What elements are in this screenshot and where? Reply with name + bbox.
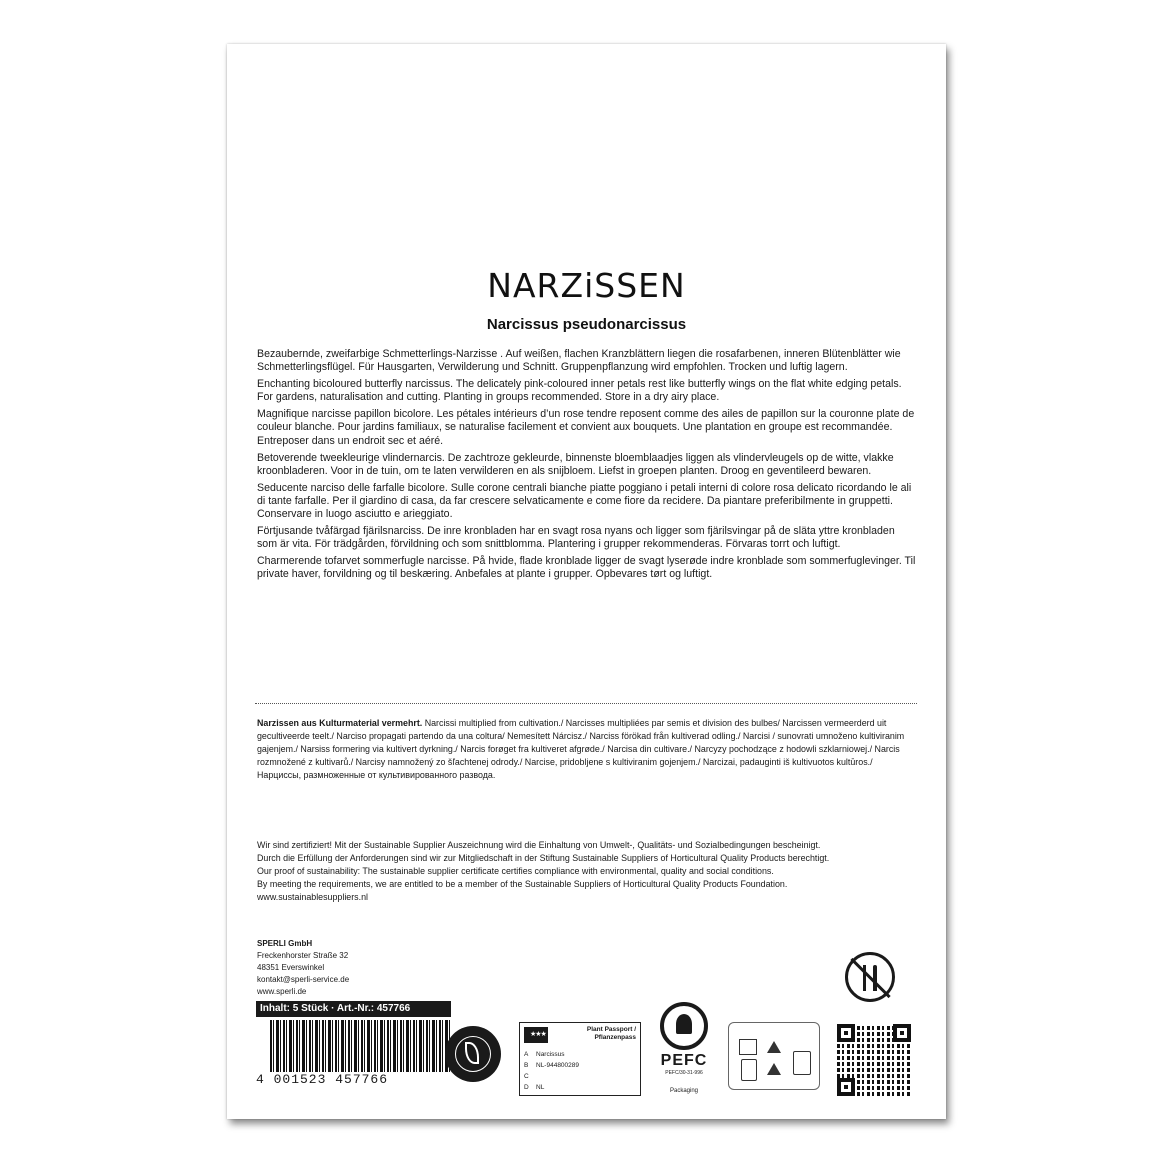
barcode-bars [270, 1020, 450, 1072]
certification-line: Our proof of sustainability: The sustainable supplier certificate certifies compliance with environmental, quality and social conditions. [257, 866, 774, 876]
company-web: www.sperli.de [257, 987, 307, 996]
sustainable-supplier-seal-icon [445, 1026, 501, 1082]
certification-line: Durch die Erfüllung der Anforderungen sind wir zur Mitgliedschaft in der Stiftung Sustainable Suppliers of Horticultural Quality Products berechtigt. [257, 853, 830, 863]
barcode [256, 1020, 452, 1087]
description-block [257, 348, 917, 586]
passport-heading: Plant Passport / Pflanzenpass [586, 1026, 636, 1041]
origin-note-bold: Narzissen aus Kulturmaterial vermehrt. [257, 718, 423, 728]
product-title: NARZiSSEN [487, 266, 686, 305]
company-name: SPERLI GmbH [257, 939, 313, 948]
company-street: Freckenhorster Straße 32 [257, 951, 349, 960]
eu-flag-icon: ★★★ [524, 1027, 548, 1043]
certification-line: Wir sind zertifiziert! Mit der Sustainable Supplier Auszeichnung wird die Einhaltung von Umwelt-, Qualitäts- und Sozialbedingungen bescheinigt. [257, 840, 821, 850]
certification-url: www.sustainablesuppliers.nl [257, 892, 368, 902]
certification-line: By meeting the requirements, we are entitled to be a member of the Sustainable Suppliers of Horticultural Quality Products Foundation. [257, 879, 788, 889]
certification-block [257, 839, 917, 904]
origin-note-text: Narcissi multiplied from cultivation./ Narcisses multipliées par semis et division des bulbes/ Narcissen vermeerderd uit gecultiveerde teelt./ Narciso propagati partendo da una coltura/ Nemesített Nárcisz./ Narciss förökad från kultiverad odling./ Narcisi / sunovrati umnoženo kultiviranim gajenjem./ Narsiss formering via kultivert dyrkning./ Narcis forøget fra kultiveret afgrøde./ Narcisa din cultivare./ Narcyzy pochodzące z hodowli szklarniowej./ Narcis rozmnožené z kultivarů./ Narcisy namnožený zo šľachtenej odrody./ Narcise, pridobljene s kultiviranim gojenjem./ Narcizai, padauginti iš kultivuotos kultūros./ Нарциссы, размноженные от культивированного развода. [257, 718, 905, 781]
passport-row: C [524, 1073, 529, 1080]
pefc-label: PEFC [660, 1052, 708, 1069]
content-article-label: Inhalt: 5 Stück · Art.-Nr.: 457766 [256, 1001, 451, 1017]
description-it: Seducente narciso delle farfalle bicolore. Sulle corone centrali bianche piatte poggiano i petali interni di colore rosa delicato ricordando le ali di tante farfalle. Per il giardino di casa, da far crescere selvaticamente e come fiore da recidere. Da piantare preferibilmente in gruppetti. Conservare in luogo asciutto e arieggiato. [257, 481, 912, 521]
company-city: 48351 Everswinkel [257, 963, 325, 972]
description-de: Bezaubernde, zweifarbige Schmetterlings-Narzisse . Auf weißen, flachen Kranzblättern liegen die rosafarbenen, inneren Blütenblätter wie Schmetterlingsflügel. Für Hausgarten, Verwilderung und Schnitt. Gruppenpflanzung wird empfohlen. Trocken und luftig lagern. [257, 348, 901, 374]
passport-row: B NL-944800289 [524, 1062, 580, 1069]
pefc-logo [649, 1002, 719, 1092]
company-address [257, 938, 349, 998]
seed-packet-back [227, 44, 946, 1119]
passport-row: D NL [524, 1084, 545, 1091]
passport-row: A Narcissus [524, 1051, 565, 1058]
not-for-consumption-icon [845, 952, 895, 1002]
description-sv: Förtjusande tvåfärgad fjärilsnarciss. De inre kronbladen har en svagt rosa nyans och ligger som fjärilsvingar på de släta yttre kronbladen som är vita. För trädgården, förvildning och som snittblomma. Plantering i grupper rekommenderas. Förvaras torrt och luftigt. [257, 525, 895, 551]
pefc-code: PEFC/30-31-996 [665, 1070, 703, 1076]
qr-code-icon [837, 1024, 911, 1096]
plant-passport [519, 1022, 641, 1096]
description-da: Charmerende tofarvet sommerfugle narcisse. På hvide, flade kronblade ligger de svagt lyserøde indre kronblade som sommerfuglevinger. Til private haver, forvildning og til beskæring. Anbefales at plante i grupper. Opbevares tørt og luftigt. [257, 555, 916, 581]
botanical-name: Narcissus pseudonarcissus [486, 316, 687, 333]
recycling-info-icon [728, 1022, 820, 1090]
company-email: kontakt@sperli-service.de [257, 975, 350, 984]
description-nl: Betoverende tweekleurige vlindernarcis. De zachtroze gekleurde, binnenste bloemblaadjes liggen als vlindervleugels op de witte, vlakke kroonbladeren. Voor in de tuin, om te laten verwilderen en als snijbloem. Liefst in groepen planten. Droog en geventileerd bewaren. [257, 451, 894, 477]
description-en: Enchanting bicoloured butterfly narcissus. The delicately pink-coloured inner petals rest like butterfly wings on the flat white edging petals. For gardens, naturalisation and cutting. Planting in groups recommended. Store in a dry airy place. [257, 378, 902, 404]
passport-rows [524, 1049, 579, 1093]
dotted-divider [255, 703, 917, 704]
description-fr: Magnifique narcisse papillon bicolore. Les pétales intérieurs d’un rose tendre reposent comme des ailes de papillon sur la couronne plate de couleur blanche. Pour jardins familiaux, se naturalise facilement et convient aux bouquets. Une plantation en groupe est recommandée. Entreposer dans un endroit sec et aéré. [257, 408, 915, 447]
pefc-tree-icon [660, 1002, 708, 1050]
barcode-number: 4 001523 457766 [256, 1072, 389, 1087]
origin-note [257, 717, 917, 782]
pefc-packaging: Packaging [669, 1088, 699, 1094]
